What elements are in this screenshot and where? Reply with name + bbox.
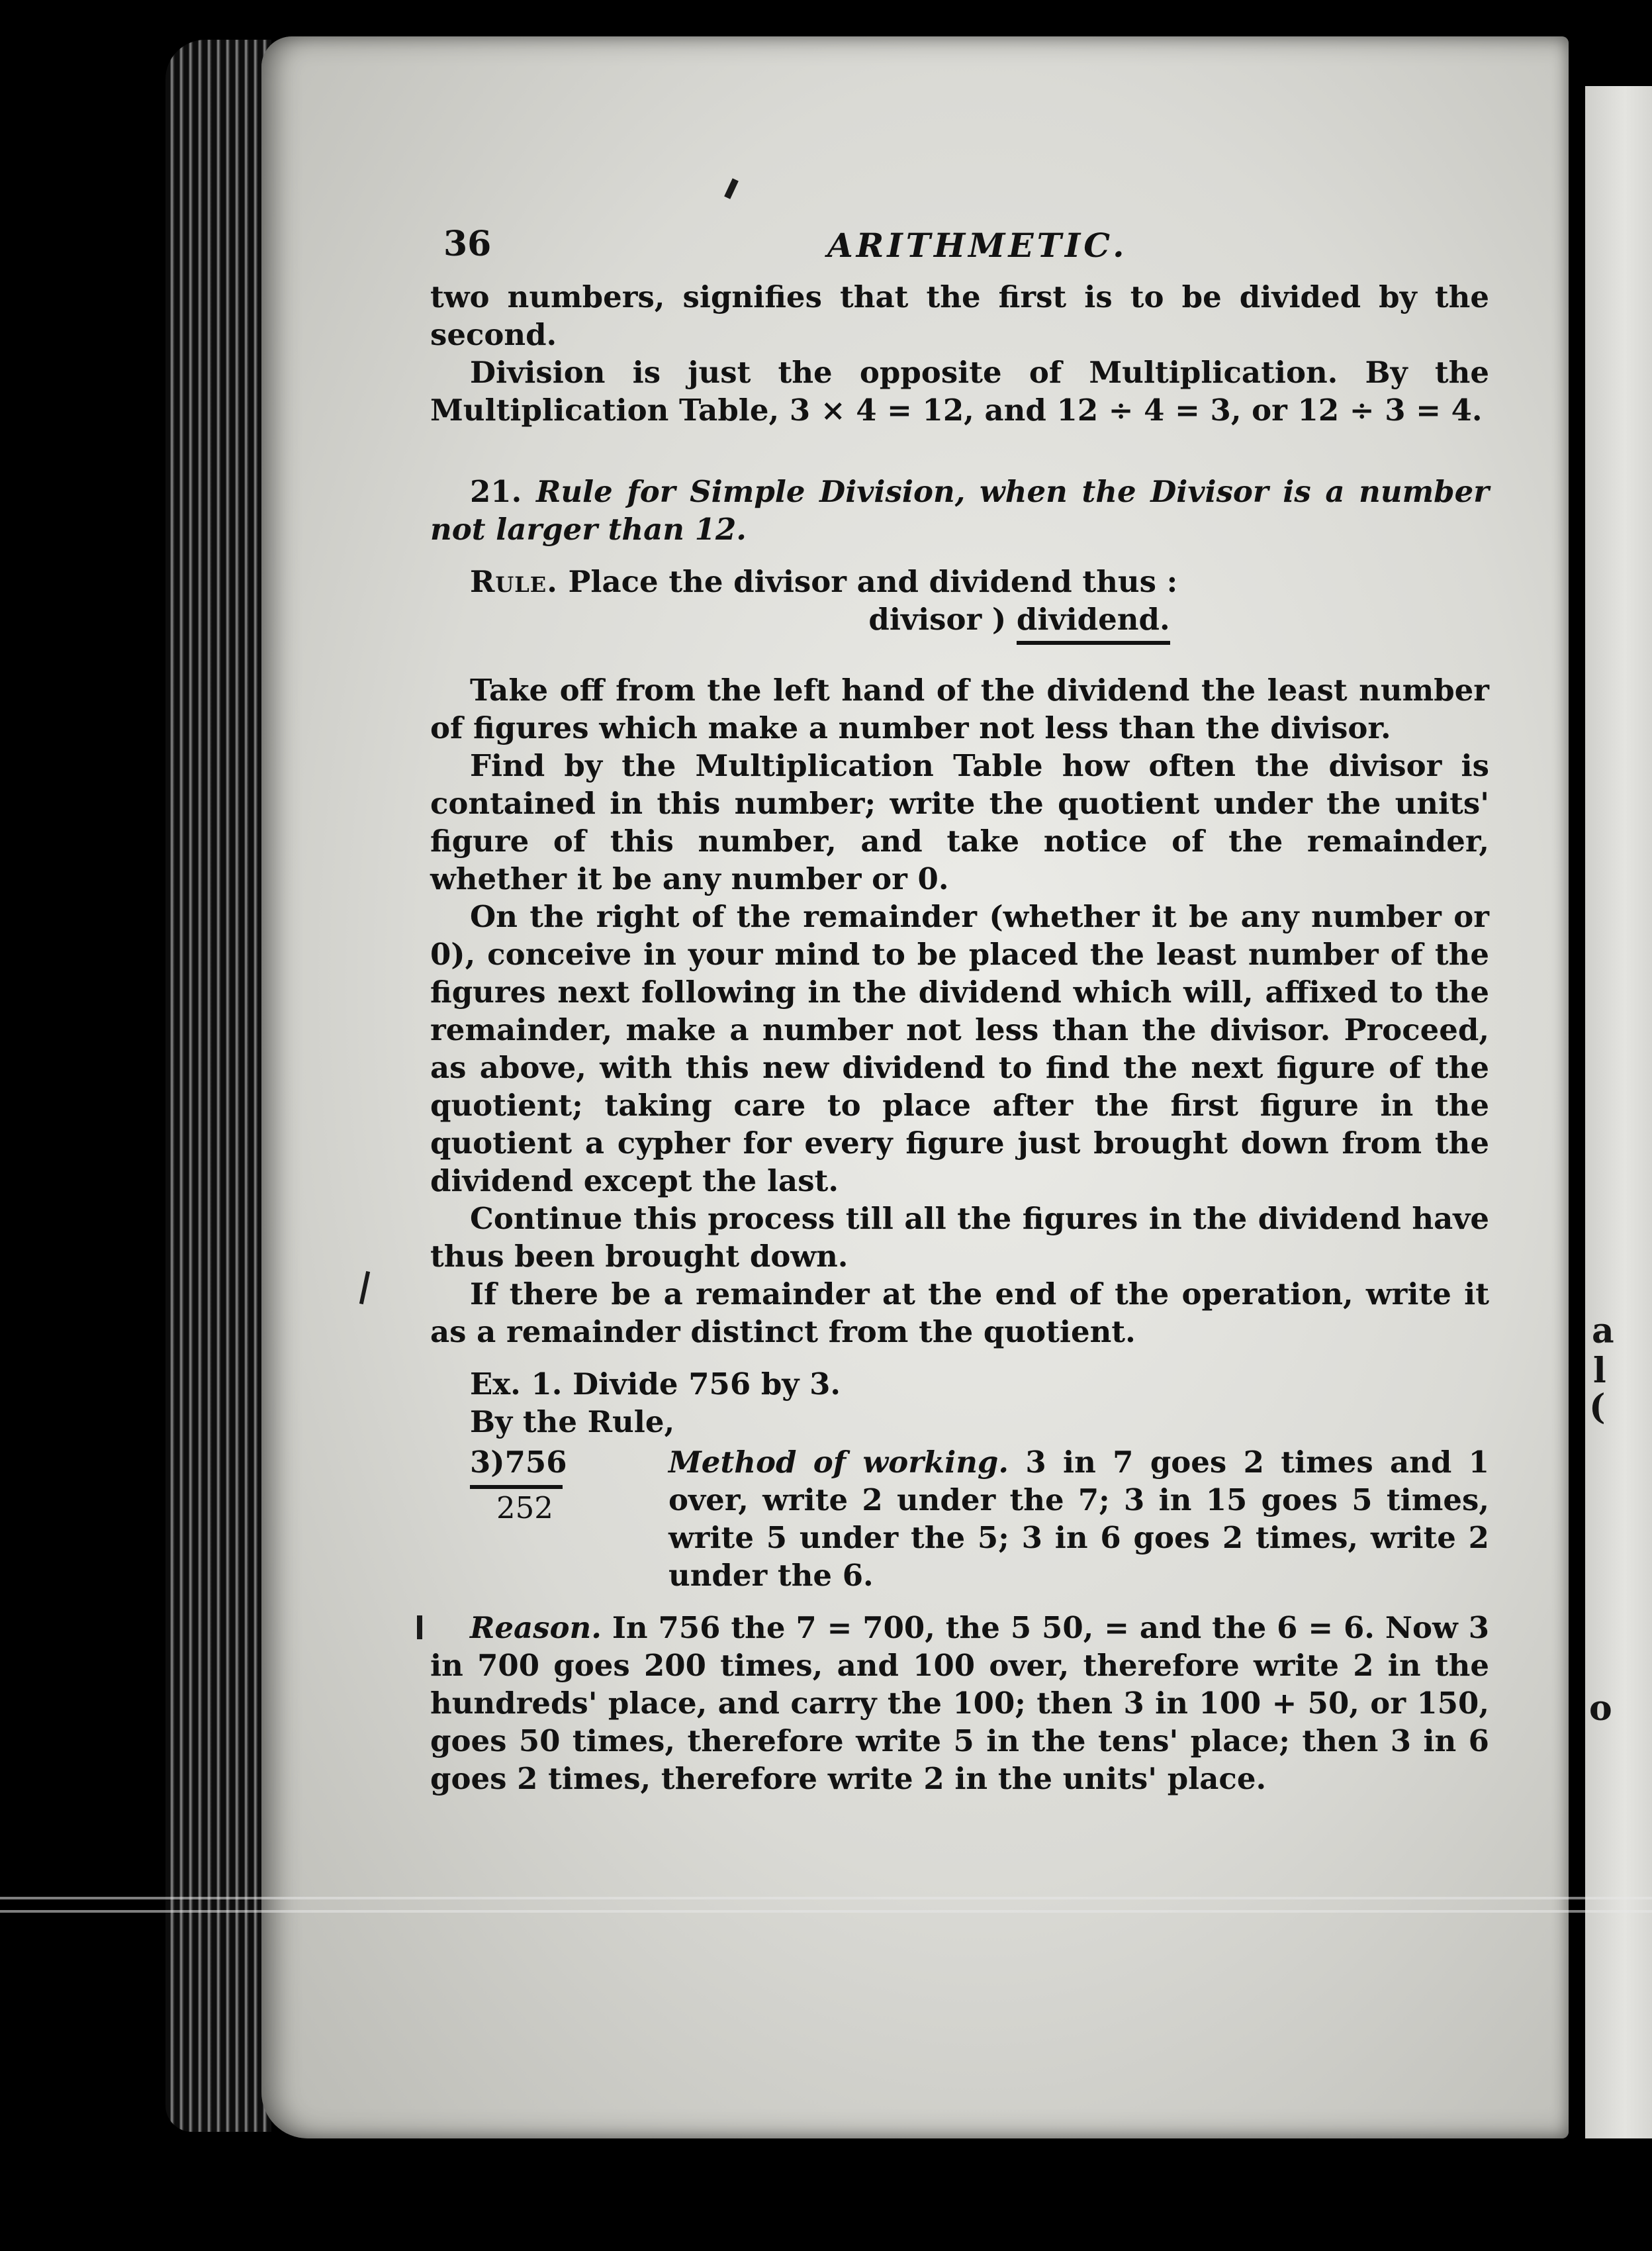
adjacent-page-fragment: ( — [1589, 1387, 1606, 1427]
section-number: 21. — [470, 474, 522, 509]
scan-artifact-line — [0, 1910, 1652, 1913]
scan-artifact-line — [0, 1897, 1652, 1899]
example-intro: By the Rule, — [470, 1404, 675, 1439]
rule-step: If there be a remainder at the end of the operation, write it as a remainder distinct from the quotient. — [430, 1276, 1489, 1349]
rule-step: Take off from the left hand of the dividend the least number of figures which make a number not less than the divisor. — [430, 673, 1489, 745]
adjacent-page-strip — [1585, 86, 1652, 2138]
method-label: Method of working. — [668, 1445, 1009, 1480]
rule-step: On the right of the remainder (whether it be any number or 0), conceive in your mind to be placed the least number of the figures next following in the dividend which will, affixed to the remainder, make a number not less than the divisor. Proceed, as above, with this new dividend to find the next figure of the quotient; taking care to place after the first figure in the quotient a cypher for every figure just brought down from the dividend except the last. — [430, 899, 1489, 1198]
method-text: 3 in 7 goes 2 times and 1 over, write 2 under the 7; 3 in 15 goes 5 times, write 5 under the 5; 3 in 6 goes 2 times, write 2 under the 6. — [668, 1445, 1490, 1593]
page-content — [430, 218, 1489, 1797]
rule-statement — [430, 563, 1489, 600]
formula-dividend: dividend. — [1017, 600, 1170, 645]
example-heading: Ex. 1. Divide 756 by 3. — [470, 1366, 841, 1402]
paragraph: two numbers, signifies that the first is to be divided by the second. — [430, 279, 1489, 352]
running-title: ARITHMETIC. — [827, 226, 1128, 265]
reason-paragraph — [430, 1609, 1489, 1797]
page-number: 36 — [443, 224, 492, 264]
division-expression: 3)756 — [470, 1445, 567, 1480]
division-formula — [430, 600, 1489, 645]
division-quotient: 252 — [496, 1490, 553, 1525]
rule-step: Continue this process till all the figures in the dividend have thus been brought down. — [430, 1201, 1489, 1274]
ink-mark — [417, 1615, 422, 1639]
worked-example — [430, 1443, 1489, 1594]
long-division — [430, 1443, 668, 1594]
running-head — [430, 218, 1489, 278]
paragraph: Division is just the opposite of Multiplication. By the Multiplication Table, 3 × 4 = 12, and 12 ÷ 4 = 3, or 12 ÷ 3 = 4. — [430, 355, 1489, 428]
method-of-working — [668, 1443, 1489, 1594]
adjacent-page-fragment: a — [1592, 1311, 1614, 1351]
section-heading — [430, 473, 1489, 548]
reason-text: In 756 the 7 = 700, the 5 50, = and the 6 = 6. Now 3 in 700 goes 200 times, and 100 over, therefore write 2 in the hundreds' place, and carry the 100; then 3 in 100 + 50, or 150, goes 50 times, therefore write 5 in the tens' place; then 3 in 6 goes 2 times, therefore write 2 in the units' place. — [430, 1610, 1490, 1796]
rule-text: Place the divisor and dividend thus : — [568, 564, 1178, 599]
rule-step: Find by the Multiplication Table how often the divisor is contained in this number; write the quotient under the units' figure of this number, and take notice of the remainder, whether it be any number or 0. — [430, 748, 1489, 896]
book-page-edges — [165, 40, 271, 2132]
adjacent-page-fragment: o — [1589, 1688, 1612, 1729]
reason-label: Reason. — [470, 1610, 602, 1645]
section-title: Rule for Simple Division, when the Divisor is a number not larger than 12. — [430, 474, 1489, 547]
adjacent-page-fragment: l — [1593, 1351, 1606, 1391]
formula-divisor: divisor ) — [868, 602, 1017, 637]
rule-label: Rule. — [470, 564, 558, 599]
